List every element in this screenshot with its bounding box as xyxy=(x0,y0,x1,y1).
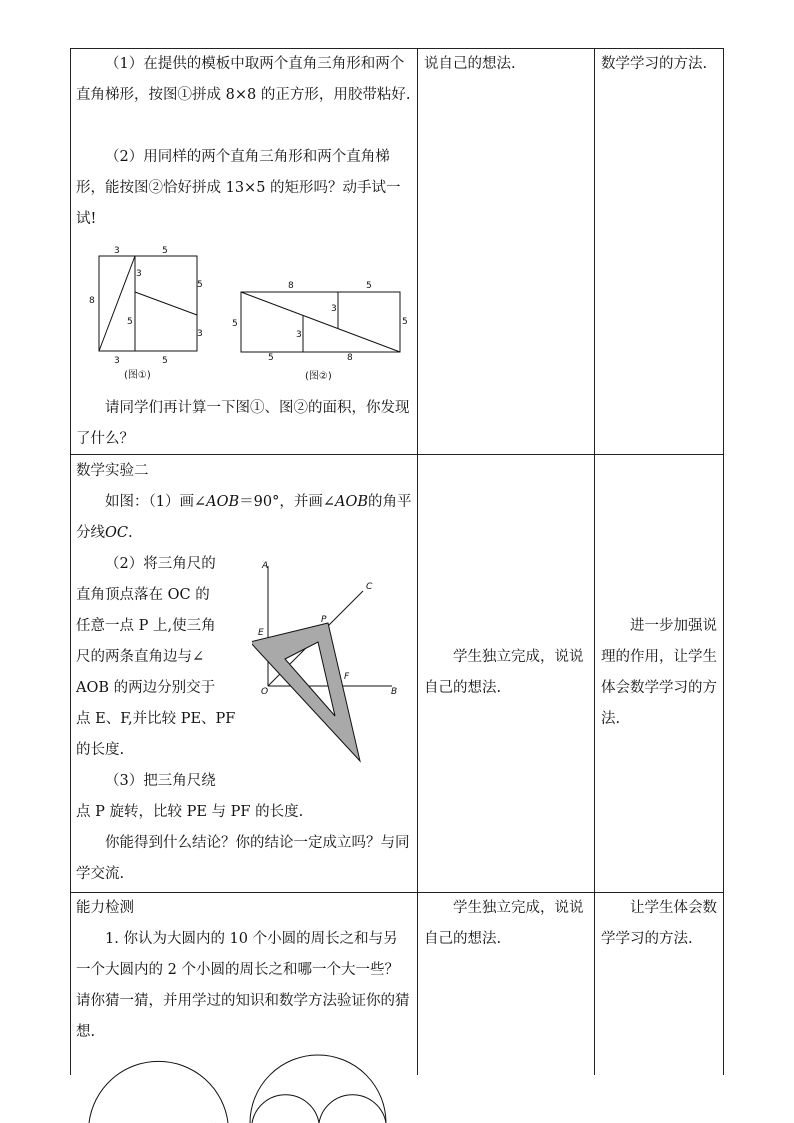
fig1-label-left-8: 8 xyxy=(89,296,95,306)
fig1-caption: (图①) xyxy=(124,370,151,380)
row2-step2-line5: AOB 的两边分别交于 xyxy=(76,680,216,696)
fig1-label-bottom-5: 5 xyxy=(162,356,168,366)
fig1-label-top-3: 3 xyxy=(114,246,120,256)
figure-1-square xyxy=(84,240,214,380)
row2-step2-line2: 直角顶点落在 OC 的 xyxy=(76,587,210,603)
fig2-caption: (图②) xyxy=(305,371,332,382)
row1-para3: 请同学们再计算一下图①、图②的面积，你发现了什么？ xyxy=(76,400,410,447)
row2-para1-f: OC xyxy=(105,525,128,541)
fig2-label-top-8: 8 xyxy=(288,281,294,291)
row2-heading: 数学实验二 xyxy=(76,463,149,479)
row2-step3-line1: （3）把三角尺绕 xyxy=(105,773,216,789)
label-B: B xyxy=(391,687,398,697)
row2-step2-line6: 点 E、F,并比较 PE、PF xyxy=(76,711,236,727)
figure-2-rectangle xyxy=(228,276,414,386)
fig2-label-top-5: 5 xyxy=(366,281,372,291)
table-border-left xyxy=(70,48,71,1075)
figure-circles xyxy=(80,1050,410,1123)
row2-step2-line4: 尺的两条直角边与∠ xyxy=(76,649,205,665)
fig2-label-right-5: 5 xyxy=(402,317,408,327)
row2-para1-d: AOB xyxy=(335,494,369,510)
label-F: F xyxy=(344,672,350,682)
row2-para1-b: AOB xyxy=(206,494,240,510)
fig2-label-inner-3-top: 3 xyxy=(331,304,337,314)
row2-para1-a: 如图：（1）画∠ xyxy=(105,494,207,510)
fig1-label-right-3: 3 xyxy=(197,329,203,339)
row2-col2-text: 学生独立完成，说说自己的想法. xyxy=(424,649,584,696)
row3-para1: 1. 你认为大圆内的 10 个小圆的周长之和与另一个大圆内的 2 个小圆的周长之和哪一个大一些？请你猜一猜，并用学过的知识和数学方法验证你的猜想. xyxy=(76,931,410,1040)
label-C: C xyxy=(366,582,373,592)
fig2-label-inner-3-bottom: 3 xyxy=(296,330,302,340)
row1-para1: （1）在提供的模板中取两个直角三角形和两个直角梯形，按图①拼成 8×8 的正方形，用胶带粘好. xyxy=(76,56,411,103)
label-E: E xyxy=(258,628,264,638)
row2-step2-line7: 的长度. xyxy=(76,742,125,758)
fig1-label-right-5: 5 xyxy=(197,280,203,290)
fig2-label-bottom-8: 8 xyxy=(347,353,353,363)
label-A: A xyxy=(262,561,269,571)
row3-col3-text: 让学生体会数学学习的方法. xyxy=(601,900,717,947)
row2-para1 xyxy=(76,487,412,549)
fig1-label-bottom-3: 3 xyxy=(114,356,120,366)
row3-col2-text: 学生独立完成，说说自己的想法. xyxy=(424,900,584,947)
row1-col2-text: 说自己的想法. xyxy=(424,56,516,72)
row2-para1-c: ＝90°，并画∠ xyxy=(239,494,335,510)
row3-heading: 能力检测 xyxy=(76,900,134,916)
row2-para1-g: . xyxy=(127,525,133,541)
fig2-label-bottom-5: 5 xyxy=(268,353,274,363)
fig1-label-top-5: 5 xyxy=(162,246,168,256)
row1-col3-text: 数学学习的方法. xyxy=(601,56,708,72)
fig1-label-inner-5: 5 xyxy=(127,317,133,327)
fig2-label-left-5: 5 xyxy=(232,319,238,329)
table-border-col2 xyxy=(417,48,418,1075)
table-border-col3 xyxy=(594,48,595,1075)
row2-para4: 你能得到什么结论？你的结论一定成立吗？与同学交流. xyxy=(76,835,410,882)
figure-angle-bisector-triangle xyxy=(252,556,412,771)
row1-para2: （2）用同样的两个直角三角形和两个直角梯形，能按图②恰好拼成 13×5 的矩形吗？动手试一试! xyxy=(76,149,401,227)
row2-step3-line2: 点 P 旋转，比较 PE 与 PF 的长度. xyxy=(76,804,304,820)
row2-para1-e: 的角平分线 xyxy=(76,494,412,541)
fig1-label-inner-3: 3 xyxy=(136,269,142,279)
row2-step2-line3: 任意一点 P 上,使三角 xyxy=(76,618,216,634)
label-P: P xyxy=(321,615,327,625)
triangle-ruler-shape xyxy=(252,623,360,761)
row2-col3-text: 进一步加强说理的作用，让学生体会数学学习的方法. xyxy=(601,618,717,727)
table-border-right xyxy=(723,48,724,1075)
row2-step2-line1: （2）将三角尺的 xyxy=(105,556,216,572)
label-O: O xyxy=(261,687,269,697)
